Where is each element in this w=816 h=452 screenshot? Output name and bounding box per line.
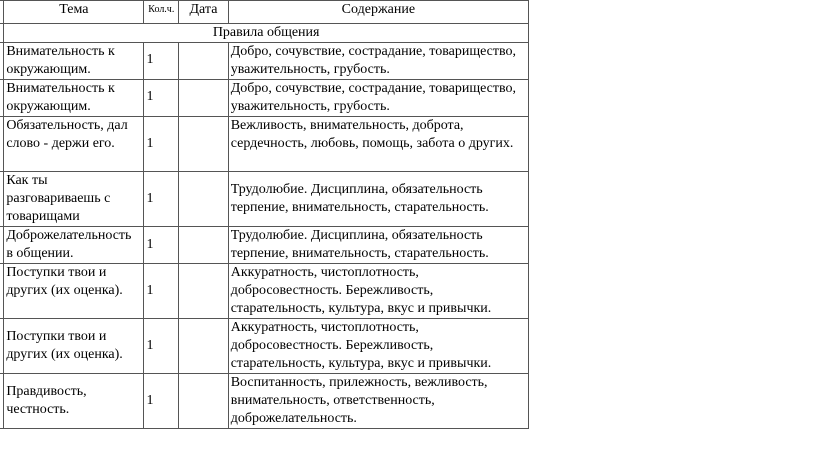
row-content: Трудолюбие. Дисциплина, обязательность терпение, внимательность, старательность. [228,172,528,227]
table-row [0,172,529,227]
row-content: Трудолюбие. Дисциплина, обязательность терпение, внимательность, старательность. [228,227,528,264]
row-date [179,227,229,264]
header-date: Дата [179,1,229,24]
row-date [179,80,229,117]
table-header-row [0,1,529,24]
row-date [179,319,229,374]
row-topic: Правдивость, честность. [4,374,144,429]
table-row [0,117,529,172]
section-row [0,24,529,43]
table-row [0,264,529,319]
row-date [179,172,229,227]
row-hours: 1 [144,264,179,319]
table-row [0,227,529,264]
row-date [179,264,229,319]
row-hours: 1 [144,80,179,117]
row-topic: Внимательность к окружающим. [4,80,144,117]
table-row [0,43,529,80]
section-title: Правила общения [4,24,529,43]
header-topic: Тема [4,1,144,24]
row-content: Воспитанность, прилежность, вежливость, внимательность, ответственность, доброжелательность. [228,374,528,429]
row-topic: Поступки твои и других (их оценка). [4,264,144,319]
row-content: Аккуратность, чистоплотность, добросовестность. Бережливость, старательность, культура, вкус и привычки. [228,319,528,374]
row-topic: Доброжелательность в общении. [4,227,144,264]
row-content: Добро, сочувствие, сострадание, товарищество, уважительность, грубость. [228,43,528,80]
header-content: Содержание [228,1,528,24]
row-content: Аккуратность, чистоплотность, добросовестность. Бережливость, старательность, культура, вкус и привычки. [228,264,528,319]
row-content: Вежливость, внимательность, доброта, сердечность, любовь, помощь, забота о других. [228,117,528,172]
row-hours: 1 [144,227,179,264]
table-row [0,319,529,374]
row-date [179,43,229,80]
row-topic: Обязательность, дал слово - держи его. [4,117,144,172]
row-topic: Как ты разговариваешь с товарищами [4,172,144,227]
row-hours: 1 [144,319,179,374]
row-hours: 1 [144,43,179,80]
row-content: Добро, сочувствие, сострадание, товарищество, уважительность, грубость. [228,80,528,117]
header-hours-count: Кол.ч. [144,1,179,24]
row-date [179,117,229,172]
table-row [0,374,529,429]
row-hours: 1 [144,117,179,172]
row-topic: Внимательность к окружающим. [4,43,144,80]
row-topic: Поступки твои и других (их оценка). [4,319,144,374]
table-row [0,80,529,117]
row-date [179,374,229,429]
row-hours: 1 [144,172,179,227]
row-hours: 1 [144,374,179,429]
